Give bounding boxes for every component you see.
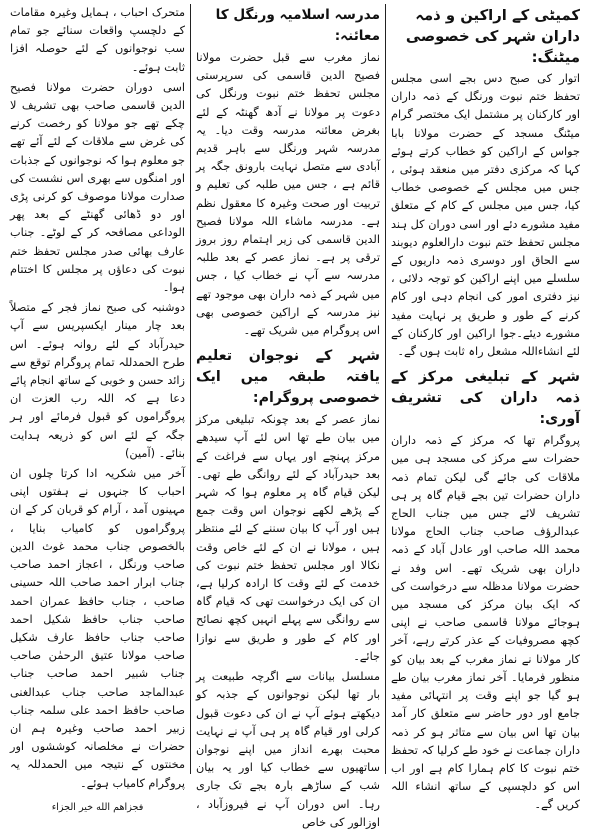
tablighi-markaz-heading: شہر کے تبلیغی مرکز کے ذمہ داران کی تشریف آوری: — [391, 369, 580, 428]
closing-prayer: فجزاهم الله خير الجزاء — [51, 801, 144, 813]
left-paragraph-4: آخر میں شکریہ ادا کرتا چلوں ان احباب کا جنہوں نے ہفتوں اپنی مہینوں آمد ، آرام کو قربان کر کے ان پروگراموں کو کامیاب بنایا ، بالخصوص جناب محمد غوث الدین صاحب ورنگل ، اعجاز احمد صاحب جناب ابرار احمد صاحب اللہ حسینی صاحب ، جناب حافظ عمران احمد صاحب جناب حافظ شکیل احمد صاحب جناب حافظ عارف شکیل صاحب مولانا عتیق الرحمٰن صاحب جناب شبیر احمد صاحب جناب عبدالماجد صاحب جناب عبدالغنی صاحب حافظ احمد علی سلمہ جناب زبیر احمد صاحب وغیرہ ہم ان حضرات نے مخلصانہ کوششوں اور مخنتوں کے نتیجہ میں الحمدللہ یہ پروگرام کامیاب ہوئے۔ — [10, 467, 185, 790]
middle-column — [190, 4, 385, 829]
left-column — [5, 4, 190, 813]
madrasa-inspection-heading: مدرسہ اسلامیہ ورنگل کا معائنہ: — [215, 7, 380, 44]
right-column — [385, 4, 585, 812]
article-columns — [5, 4, 585, 829]
youth-program-paragraph-2: مسلسل بیانات سے اگرچہ طبیعت پر بار تھا لیکن نوجوانوں کے جذبہ کو دیکھتے ہوئے آپ نے ان کی دعوت قبول کرلی اور قیام گاہ پر ہی آپ نے نہایت محبت بھرے انداز میں اپنے نوجوان ساتھیوں سے خطاب کیا اور یہ بیان شب کے ساڑھے بارہ بجے تک جاری رہا۔ اس دوران آپ نے فیروزآباد ، اوزالور کی خاص — [196, 670, 380, 829]
youth-program-paragraph-1: نماز عصر کے بعد چونکہ تبلیغی مرکز میں بیان طے تھا اس لئے آپ سیدھے مرکز پہنچے اور یہاں سے فراغت کے بعد حیدرآباد کے لئے روانگی طے تھی۔ لیکن قیام گاہ پر معلوم ہوا کہ شہر کے پڑھے لکھے نوجوان اس وقت جمع ہیں اور آپ کا بیان سننے کے لئے منتظر ہیں ، مولانا نے ان کے لئے خاص وقت نکالا اور مجلس تحفظ ختم نبوت کی خدمت کے لئے وقت کا ارادہ کرلیا ہے، ان کی ایک درخواست تھی کہ قیام گاہ سے روانگی سے پہلے انہیں کچھ نصائح اور کام کے طور و طریق سے نوازا جائے۔ — [196, 413, 380, 663]
tablighi-markaz-paragraph: پروگرام تھا کہ مرکز کے ذمہ داران حضرات سے مرکز کی مسجد ہی میں ملاقات کی جائے گی لیکن تمام ذمہ داران حضرات تین بجے قیام گاہ پر ہی تشریف لائے جس میں جناب الحاج عبدالرؤف صاحب جناب الحاج مولانا محمد اللہ صاحب اور عادل آباد کے ذمہ داران بھی شریک تھے۔ اس وفد نے حضرت مولانا مدظلہ سے درخواست کی کہ ایک بیان مرکز کی مسجد میں ہوجائے مولانا قاسمی صاحب نے اپنی کچھ مصروفیات کے عذر کرتے رہے، آخر کار مولانا نے نماز مغرب کے بعد بیان کو منظور فرمایا۔ آخر نماز مغرب بیان طے ہو گیا جو اپنے وقت پر انتہائی مفید جامع اور دور حاضر سے متعلق کار آمد بیان تھا اس بیان سے متاثر ہو کر ذمہ داران جماعت نے خود طے کرلیا کہ تحفظ ختم نبوت کا کام ہمارا کام ہے اور اب اس کو دلچسپی کے ساتھ انشاء اللہ کریں گے۔ — [391, 434, 580, 812]
left-paragraph-2: اسی دوران حضرت مولانا فصیح الدین قاسمی صاحب بھی تشریف لا چکے تھے جو مولانا کو رخصت کرنے کی غرض سے ملاقات کے لئے آئے تھے جو معلوم ہوا کہ نوجوانوں کے جذبات اور امنگوں سے بھری اس نشست کی صدارت مولانا موصوف کو کرنی پڑی اور دو ڈھائی گھنٹے کے بعد پھر الوداعی مصافحہ کر کے لوٹے۔ جناب عارف بھائی صدر مجلس تحفظ ختم نبوت کی دعاؤں پر مجلس کا اختتام ہوا۔ — [10, 80, 185, 295]
committee-meeting-heading: کمیٹی کے اراکین و ذمہ داران شہر کی خصوصی میٹنگ: — [405, 7, 580, 66]
committee-meeting-paragraph: اتوار کی صبح دس بجے اسی مجلس تحفظ ختم نبوت ورنگل کے ذمہ داران اور کارکنان پر مشتمل ایک مختصر گرام میٹنگ مسجد کے حضرت مولانا بابا جواس کے اراکین کو خطاب کرتے ہوئے کہا کہ مرکزی دفتر میں منعقد ہوئی ، جس میں مجلس کے خصوصی خطاب کیا، جس میں مجلس کے کام کے متعلق مفید مشورے دئے اور اسی دوران کل ہند مجلس تحفظ ختم نبوت دارالعلوم دیوبند سے الحاق اور دوسری ذمہ داریوں کے سلسلے میں اپنے اراکین کو توجہ دلائی ، نیز دفتری امور کی انجام دہی اور کام کرنے کے طور و طریق پر نہایت مفید مشورے دیئے۔جوا اراکین اور کارکنان کے لئے انشاءاللہ مشعل راہ ثابت ہوں گے۔ — [391, 72, 580, 359]
left-paragraph-3: دوشنبہ کی صبح نماز فجر کے متصلاً بعد چار مینار ایکسپریس سے آپ حیدرآباد کے لئے روانہ ہوئے۔ اس طرح الحمدللہ تمام پروگرام توقع سے زائد حسن و خوبی کے ساتھ انجام پائے دعا ہے کہ اللہ رب العزت ان پروگراموں کو قبول فرمائے اور ہر جگہ کے لئے اس کو ذریعہ ہدایت بنائے۔ (آمین) — [10, 301, 185, 460]
left-paragraph-1: متحرک احباب ، ہمایل وغیرہ مقامات کے دلچسپ واقعات سنائے جو تمام سب نوجوانوں کے لئے حوصلہ افزا ثابت ہوئے۔ — [10, 6, 185, 74]
youth-program-heading: شہر کے نوجوان تعلیم یافتہ طبقہ میں ایک خصوصی پروگرام: — [196, 348, 380, 407]
madrasa-inspection-paragraph: نماز مغرب سے قبل حضرت مولانا فصیح الدین قاسمی کی سرپرستی مجلس تحفظ ختم نبوت ورنگل کی دعوت پر مولانا نے آدھ گھنٹہ کے لئے بغرض معائنہ مدرسہ وقت دیا۔ یہ مدرسہ شہر ورنگل سے باہر قدیم آبادی سے متصل نہایت بارونق جگہ پر قائم ہے ، جس میں طلبہ کی تعلیم و تربیت اور صحت وغیرہ کا معقول نظم ہے۔ مدرسہ ماشاء اللہ مولانا فصیح الدین قاسمی کی زیر اہتمام روز بروز ترقی پر ہے۔ نماز عصر کے بعد طلبہ مدرسہ سے آپ نے خطاب کیا ، جس میں شہر کے ذمہ داران بھی موجود تھے نیز مدرسہ کے اراکین خصوصی بھی اس پروگرام میں شریک تھے۔ — [196, 51, 380, 338]
